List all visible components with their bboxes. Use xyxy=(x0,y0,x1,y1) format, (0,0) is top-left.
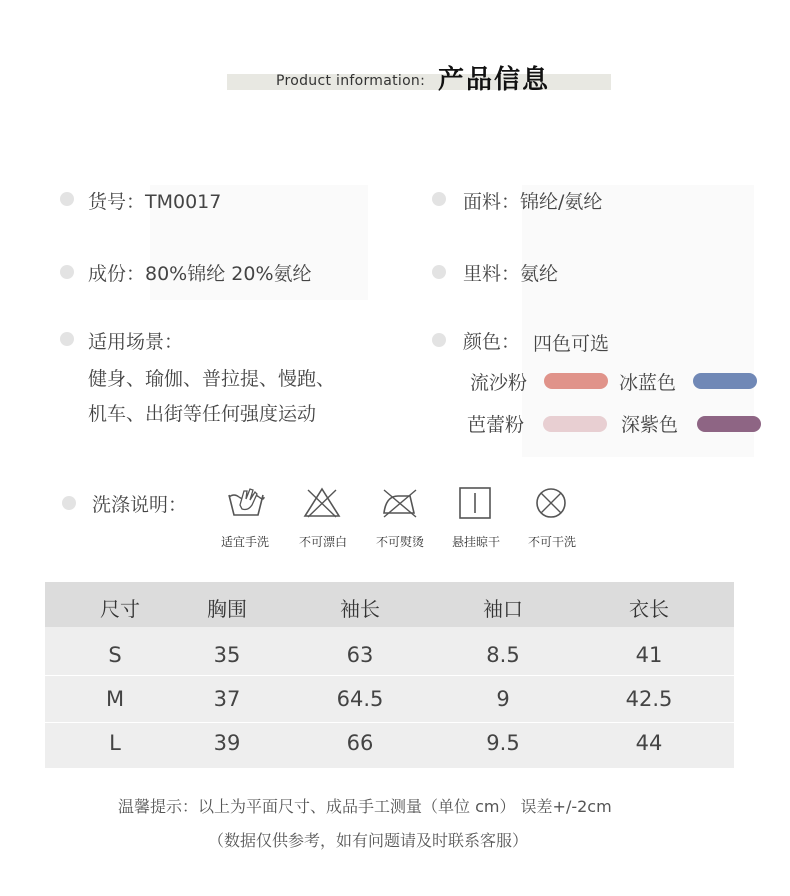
color-swatch-3 xyxy=(543,416,607,432)
header-cuff: 袖口 xyxy=(483,597,523,621)
wash-label-hand-wash: 适宜手洗 xyxy=(220,535,269,549)
color-swatch-1 xyxy=(544,373,608,389)
table-cell: 66 xyxy=(346,731,374,755)
color-name-3: 芭蕾粉 xyxy=(467,414,525,436)
wash-label-no-bleach: 不可漂白 xyxy=(298,535,347,549)
table-cell: 44 xyxy=(635,731,663,755)
reference-note: （数据仅供参考，如有问题请及时联系客服） xyxy=(208,831,529,850)
bullet-dot xyxy=(432,265,446,279)
wash-label-hang-dry: 悬挂晾干 xyxy=(451,535,500,549)
measurement-note: 温馨提示：以上为平面尺寸、成品手工测量（单位 cm） 误差+/-2cm xyxy=(118,797,612,816)
item-number: 货号：TM0017 xyxy=(88,191,222,213)
color-name-2: 冰蓝色 xyxy=(619,372,677,394)
row-divider xyxy=(45,722,734,723)
scene-line-2: 机车、出街等任何强度运动 xyxy=(88,403,317,425)
hand-wash-icon xyxy=(226,485,266,519)
table-cell: 64.5 xyxy=(336,687,384,711)
table-cell: 9.5 xyxy=(486,731,520,755)
table-cell: 8.5 xyxy=(486,643,520,667)
lining: 里料：氨纶 xyxy=(463,263,559,285)
table-cell: 39 xyxy=(213,731,241,755)
table-cell: 37 xyxy=(213,687,241,711)
table-cell: L xyxy=(109,731,121,755)
no-iron-icon xyxy=(380,486,420,520)
table-cell: M xyxy=(105,687,125,711)
scene-line-1: 健身、瑜伽、普拉提、慢跑、 xyxy=(88,368,336,390)
no-bleach-icon xyxy=(302,486,342,520)
no-dry-clean-icon xyxy=(531,486,571,520)
header-length: 衣长 xyxy=(629,597,669,621)
color-swatch-2 xyxy=(693,373,757,389)
row-divider xyxy=(45,675,734,676)
color-name-1: 流沙粉 xyxy=(470,372,528,394)
bullet-dot xyxy=(60,332,74,346)
title-english: Product information: xyxy=(276,73,426,89)
composition: 成份：80%锦纶 20%氨纶 xyxy=(88,263,312,285)
table-cell: 41 xyxy=(635,643,663,667)
color-name-4: 深紫色 xyxy=(621,414,679,436)
table-cell: 63 xyxy=(346,643,374,667)
bullet-dot xyxy=(432,192,446,206)
wash-label-no-iron: 不可熨烫 xyxy=(375,535,424,549)
color-value: 四色可选 xyxy=(533,333,610,355)
table-cell: S xyxy=(108,643,122,667)
table-cell: 35 xyxy=(213,643,241,667)
wash-label: 洗涤说明： xyxy=(92,494,188,516)
scene-label: 适用场景： xyxy=(88,331,184,353)
bullet-dot xyxy=(60,192,74,206)
hang-dry-icon xyxy=(455,486,495,520)
table-cell: 42.5 xyxy=(625,687,673,711)
wash-label-no-dry-clean: 不可干洗 xyxy=(527,535,576,549)
header-chest: 胸围 xyxy=(207,597,247,621)
table-cell: 9 xyxy=(496,687,510,711)
bullet-dot xyxy=(60,265,74,279)
title-chinese: 产品信息 xyxy=(438,65,551,95)
fabric: 面料：锦纶/氨纶 xyxy=(463,191,603,213)
color-label: 颜色： xyxy=(463,331,521,353)
size-table xyxy=(45,582,734,768)
bullet-dot xyxy=(62,496,76,510)
header-size: 尺寸 xyxy=(100,597,140,621)
table-header xyxy=(45,582,734,627)
bullet-dot xyxy=(432,333,446,347)
color-swatch-4 xyxy=(697,416,761,432)
header-sleeve-length: 袖长 xyxy=(340,597,380,621)
